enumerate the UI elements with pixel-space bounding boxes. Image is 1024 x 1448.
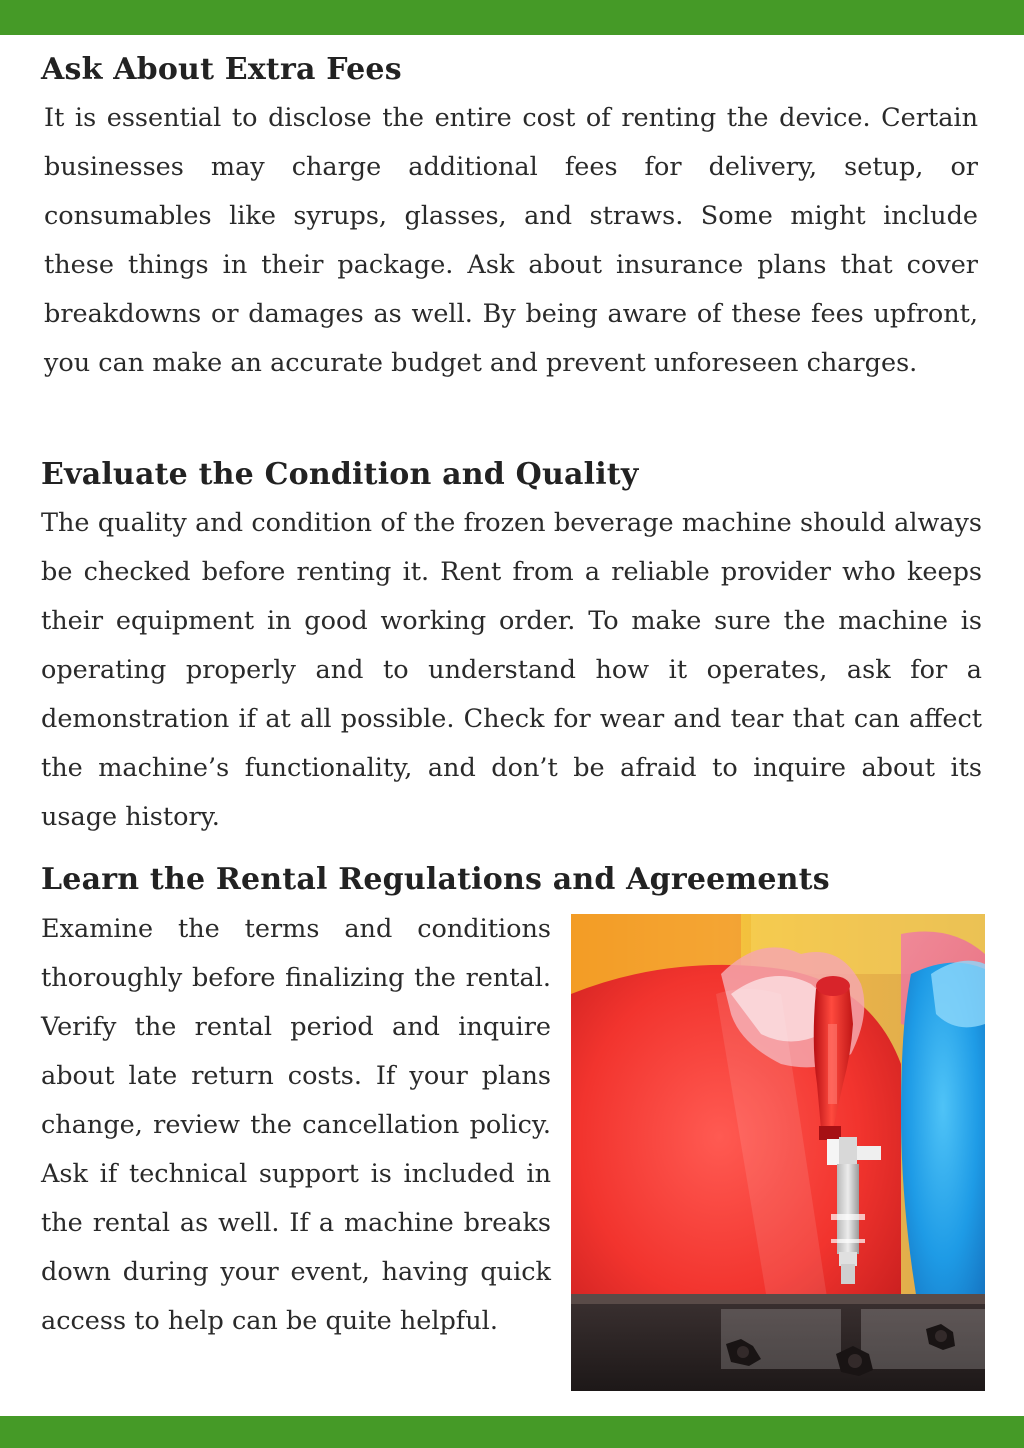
section-body-extra-fees: It is essential to disclose the entire cost of renting the device. Certain businesses may charge additional fees for delivery, setup, or consumables like syrups, glasses, and straws. Some might include these things in their package. Ask about insurance plans that cover breakdowns or damages as well. By being aware of these fees upfront, you can make an accurate budget and prevent unforeseen charges. bbox=[44, 103, 978, 378]
section-heading-rental-regulations: Learn the Rental Regulations and Agreements bbox=[41, 862, 830, 897]
slush-machine-photo bbox=[571, 914, 985, 1391]
bottom-accent-bar bbox=[0, 1416, 1024, 1448]
section-body-rental-regulations: Examine the terms and conditions thoroughly before finalizing the rental. Verify the rental period and inquire about late return costs. If your plans change, review the cancellation policy. Ask if technical support is included in the rental as well. If a machine breaks down during your event, having quick access to help can be quite helpful. bbox=[41, 914, 551, 1336]
section-body-condition-quality: The quality and condition of the frozen beverage machine should always be checked before renting it. Rent from a reliable provider who keeps their equipment in good working order. To make sure the machine is operating properly and to understand how it operates, ask for a demonstration if at all possible. Check for wear and tear that can affect the machine’s functionality, and don’t be afraid to inquire about its usage history. bbox=[41, 508, 982, 832]
section-heading-extra-fees: Ask About Extra Fees bbox=[41, 52, 402, 87]
top-accent-bar bbox=[0, 0, 1024, 35]
section-heading-condition-quality: Evaluate the Condition and Quality bbox=[41, 457, 639, 492]
